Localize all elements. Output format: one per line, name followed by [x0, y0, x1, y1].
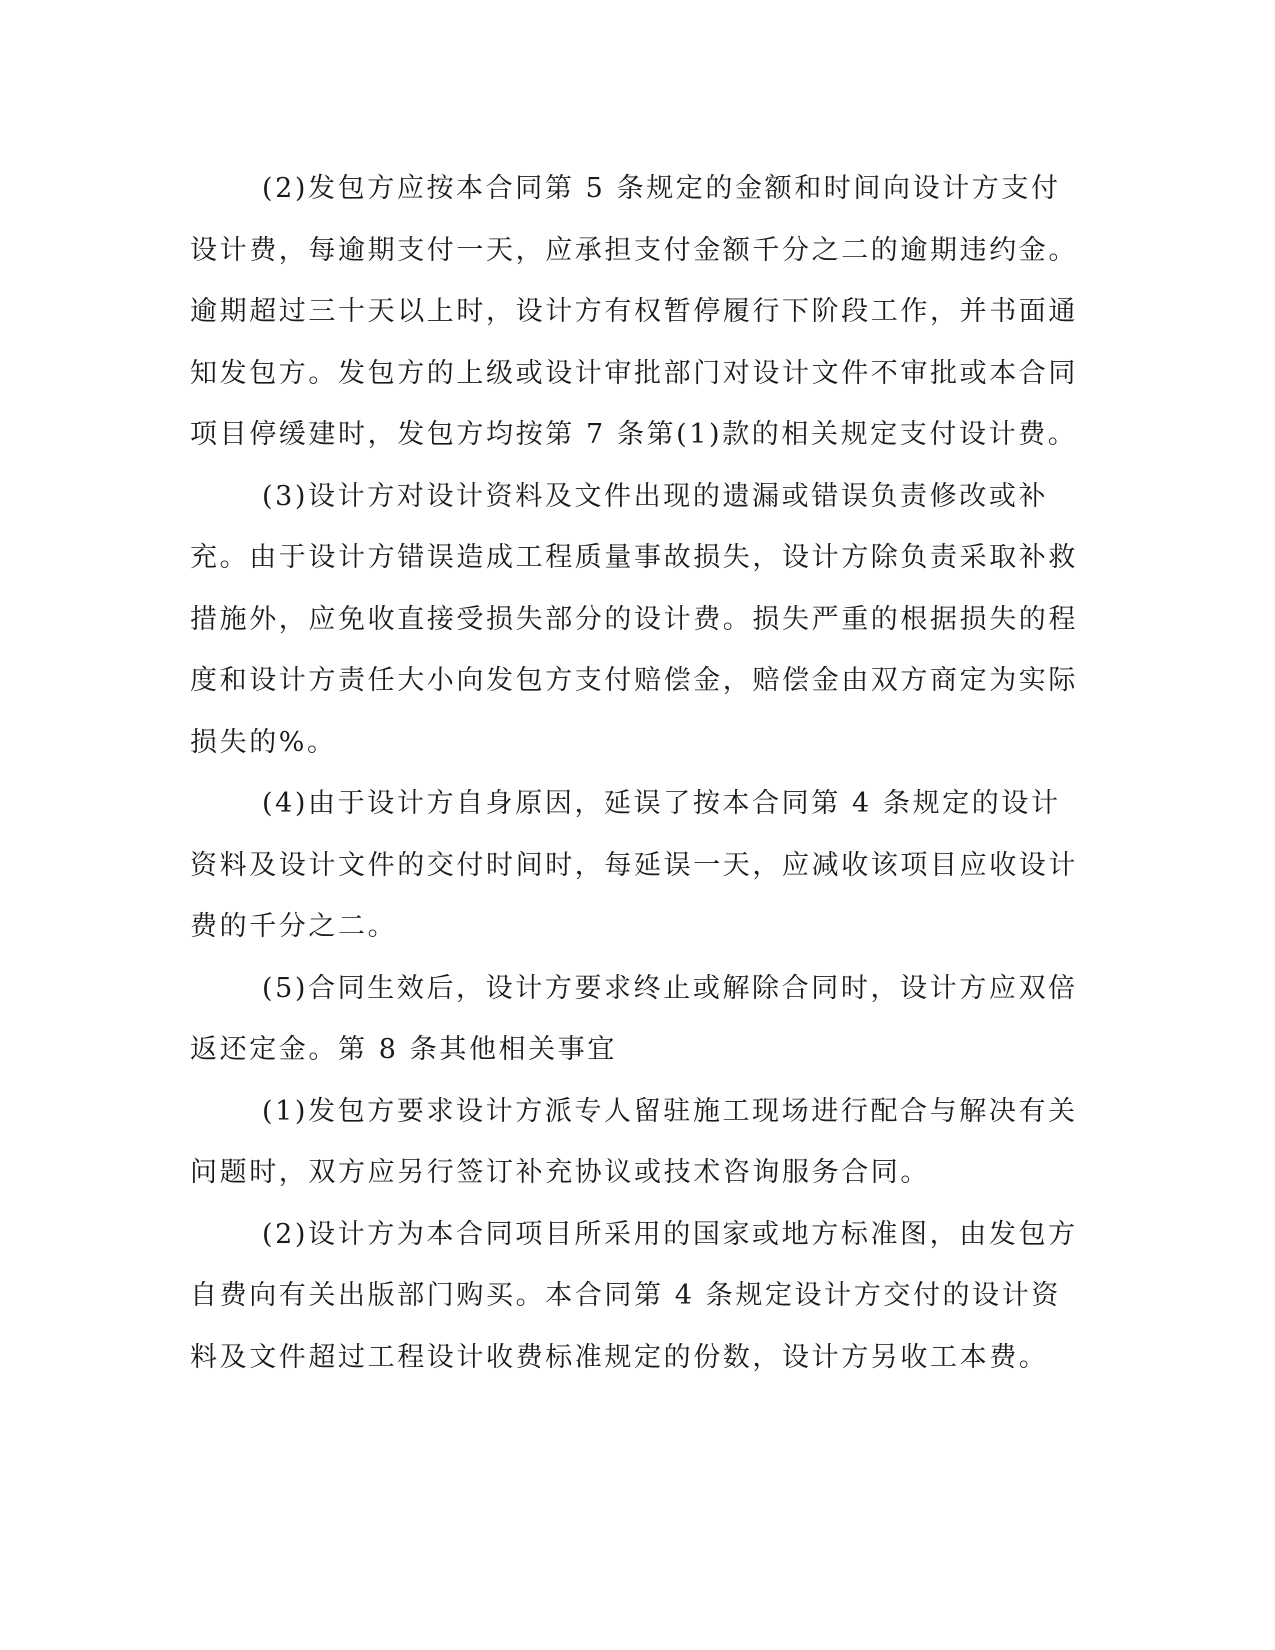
clause-paragraph: (3)设计方对设计资料及文件出现的遗漏或错误负责修改或补充。由于设计方错误造成工程质量事故损失，设计方除负责采取补救措施外，应免收直接受损失部分的设计费。损失严重的根据损失的程度和设计方责任大小向发包方支付赔偿金，赔偿金由双方商定为实际损失的%。	[190, 480, 1078, 758]
clause-paragraph: (2)设计方为本合同项目所采用的国家或地方标准图，由发包方自费向有关出版部门购买。本合同第 4 条规定设计方交付的设计资料及文件超过工程设计收费标准规定的份数，设计方另收工本费。	[190, 1218, 1078, 1373]
clause-paragraph: (1)发包方要求设计方派专人留驻施工现场进行配合与解决有关问题时，双方应另行签订补充协议或技术咨询服务合同。	[190, 1095, 1078, 1188]
document-body	[190, 158, 1090, 1388]
clause-paragraph: (2)发包方应按本合同第 5 条规定的金额和时间向设计方支付设计费，每逾期支付一天，应承担支付金额千分之二的逾期违约金。逾期超过三十天以上时，设计方有权暂停履行下阶段工作，并书面通知发包方。发包方的上级或设计审批部门对设计文件不审批或本合同项目停缓建时，发包方均按第 7 条第(1)款的相关规定支付设计费。	[190, 173, 1078, 450]
clause-paragraph: (4)由于设计方自身原因，延误了按本合同第 4 条规定的设计资料及设计文件的交付时间时，每延误一天，应减收该项目应收设计费的千分之二。	[190, 788, 1078, 942]
clause-paragraph: (5)合同生效后，设计方要求终止或解除合同时，设计方应双倍返还定金。第 8 条其他相关事宜	[190, 972, 1078, 1065]
